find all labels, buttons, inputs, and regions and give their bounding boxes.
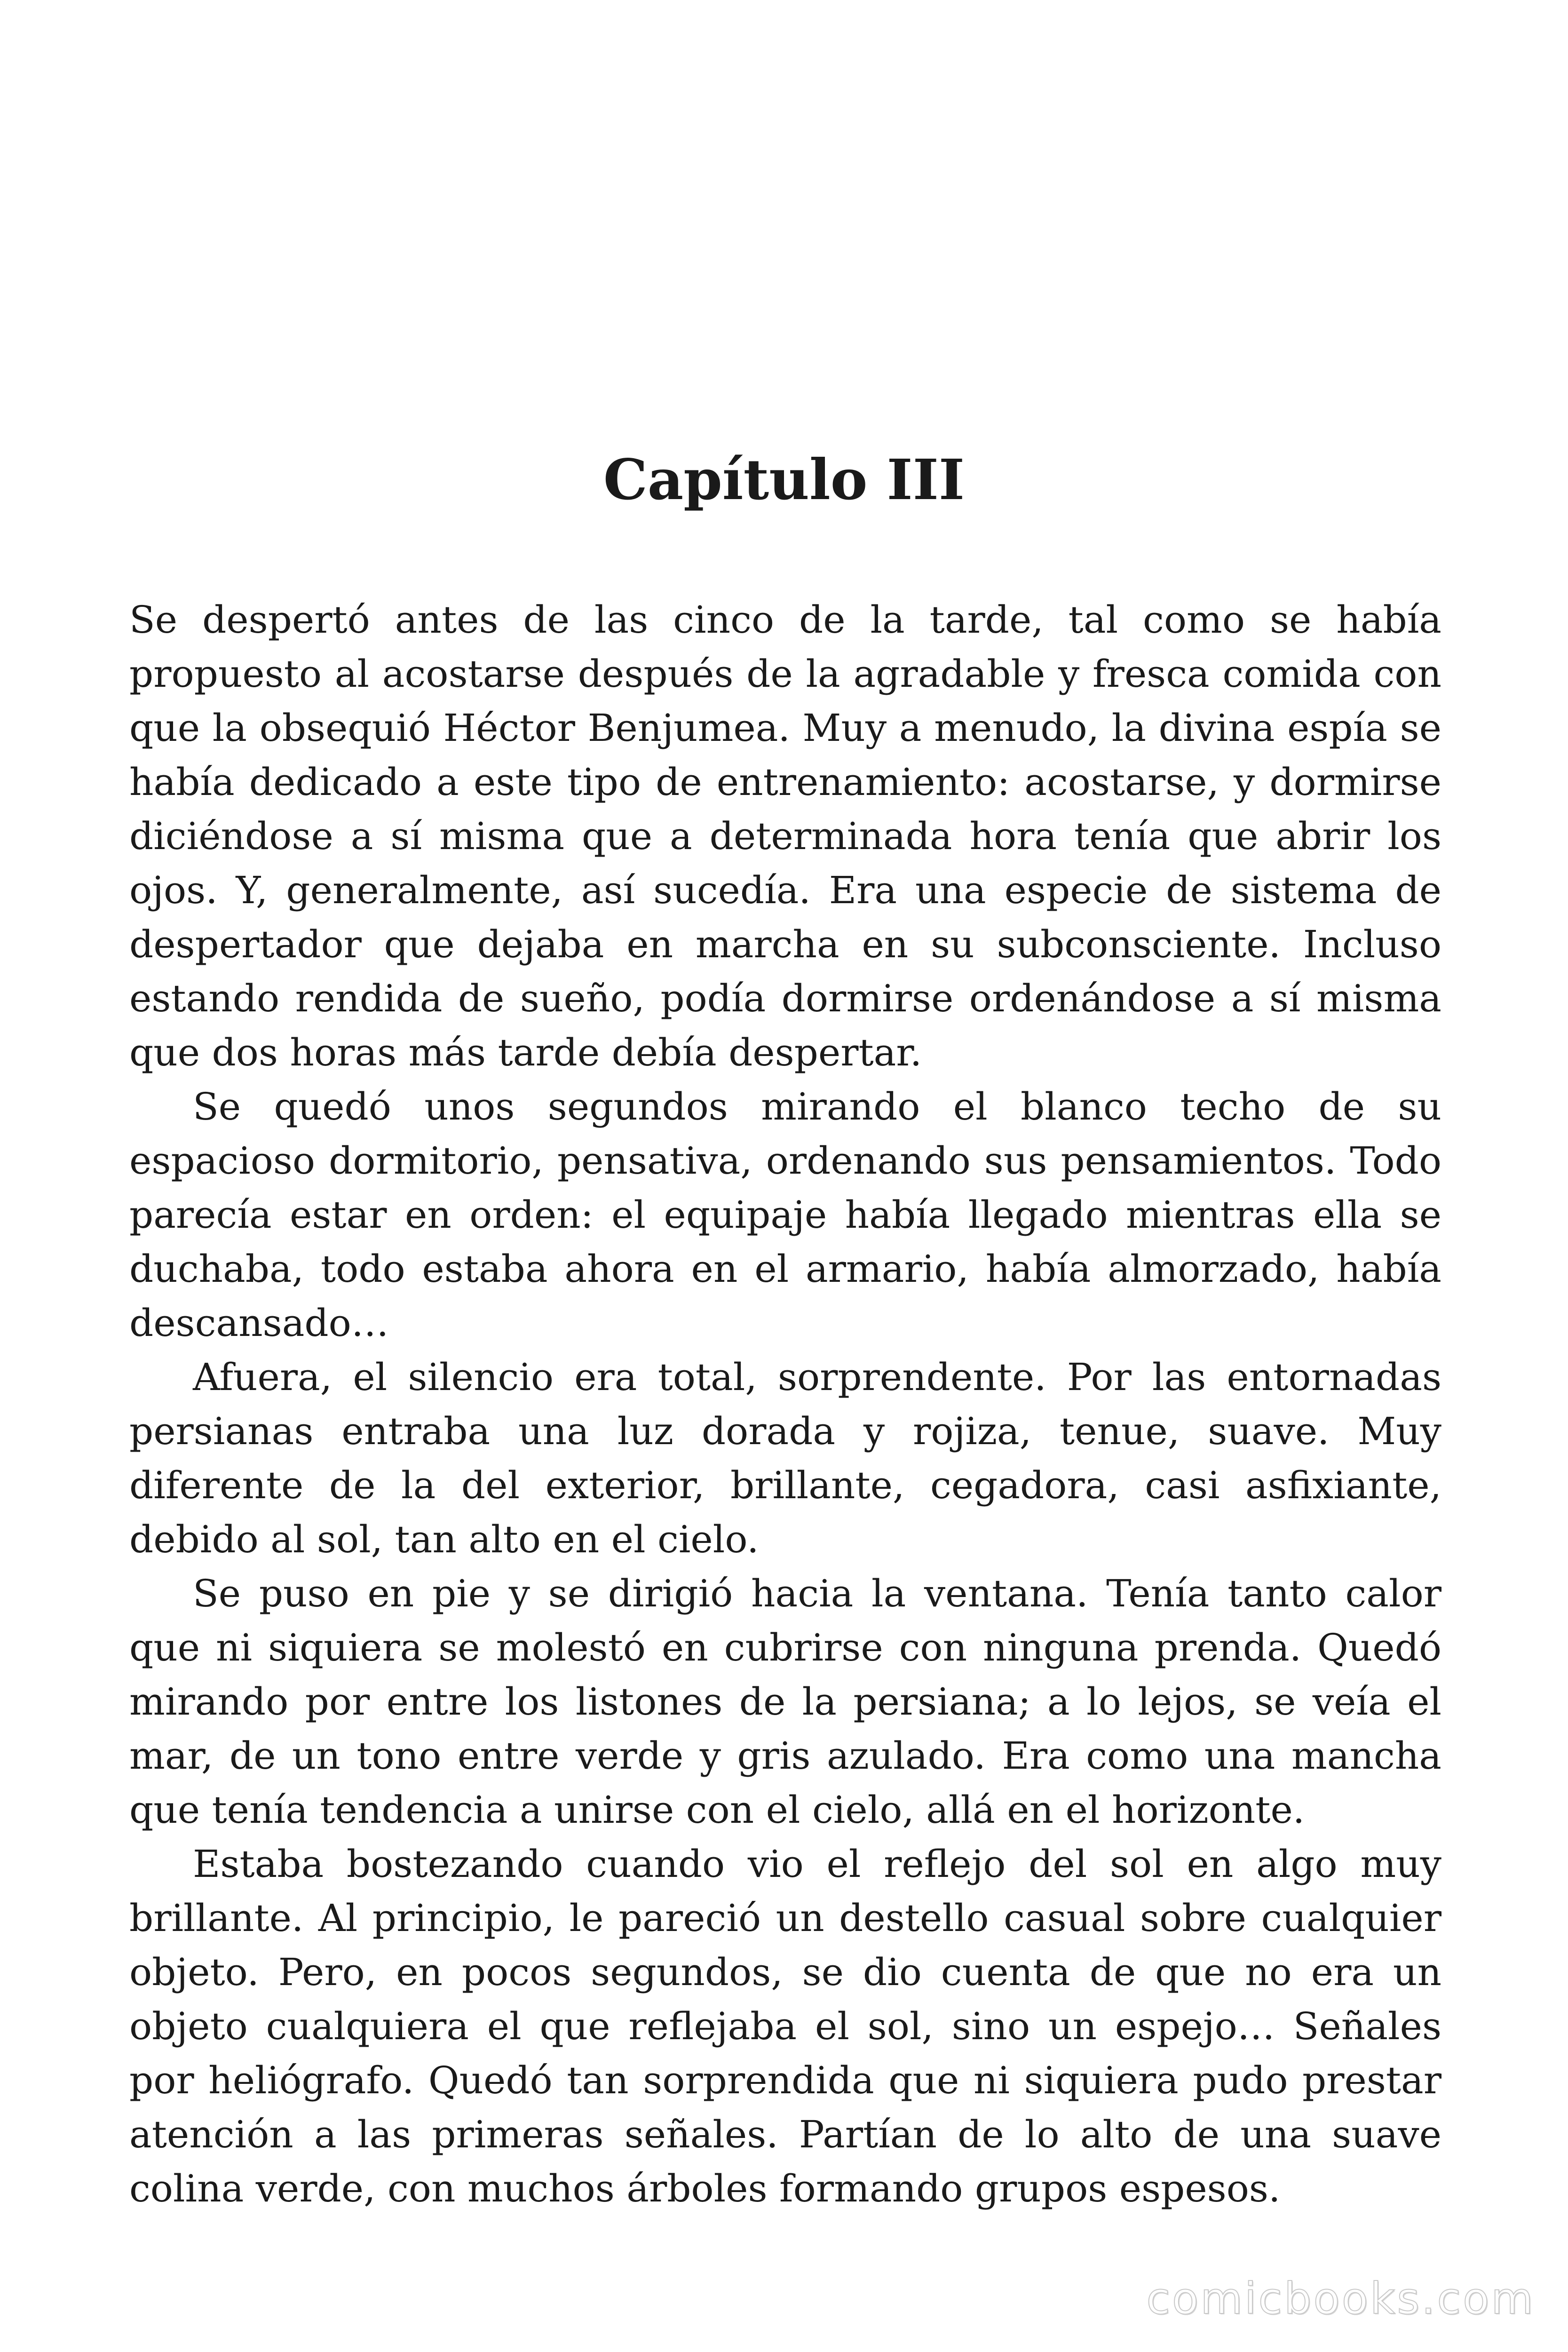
paragraph: Se despertó antes de las cinco de la tarde, tal como se había propuesto al acostarse después de la agradable y fresca comida con que la obsequió Héctor Benjumea. Muy a menudo, la divina espía se había dedicado a este tipo de entrenamiento: acostarse, y dormirse diciéndose a sí misma que a determinada hora tenía que abrir los ojos. Y, generalmente, así sucedía. Era una especie de sistema de despertador que dejaba en marcha en su subconsciente. Incluso estando rendida de sueño, podía dormirse ordenándose a sí misma que dos horas más tarde debía despertar. bbox=[129, 598, 1441, 1074]
watermark: comicbooks.com bbox=[1146, 2273, 1535, 2324]
paragraph: Se quedó unos segundos mirando el blanco techo de su espacioso dormitorio, pensativa, ordenando sus pensamientos. Todo parecía estar en orden: el equipaje había llegado mientras ella se duchaba, todo estaba ahora en el armario, había almorzado, había descansado… bbox=[129, 1085, 1441, 1345]
paragraph: Se puso en pie y se dirigió hacia la ventana. Tenía tanto calor que ni siquiera se molestó en cubrirse con ninguna prenda. Quedó mirando por entre los listones de la persiana; a lo lejos, se veía el mar, de un tono entre verde y gris azulado. Era como una mancha que tenía tendencia a unirse con el cielo, allá en el horizonte. bbox=[129, 1572, 1441, 1832]
chapter-title: Capítulo III bbox=[603, 447, 965, 512]
paragraph: Afuera, el silencio era total, sorprendente. Por las entornadas persianas entraba una luz dorada y rojiza, tenue, suave. Muy diferente de la del exterior, brillante, cegadora, casi asfixiante, debido al sol, tan alto en el cielo. bbox=[129, 1355, 1441, 1561]
chapter-body bbox=[129, 593, 1441, 2216]
paragraph: Estaba bostezando cuando vio el reflejo del sol en algo muy brillante. Al principio, le pareció un destello casual sobre cualquier objeto. Pero, en pocos segundos, se dio cuenta de que no era un objeto cualquiera el que reflejaba el sol, sino un espejo… Señales por heliógrafo. Quedó tan sorprendida que ni siquiera pudo prestar atención a las primeras señales. Partían de lo alto de una suave colina verde, con muchos árboles formando grupos espesos. bbox=[129, 1842, 1441, 2210]
